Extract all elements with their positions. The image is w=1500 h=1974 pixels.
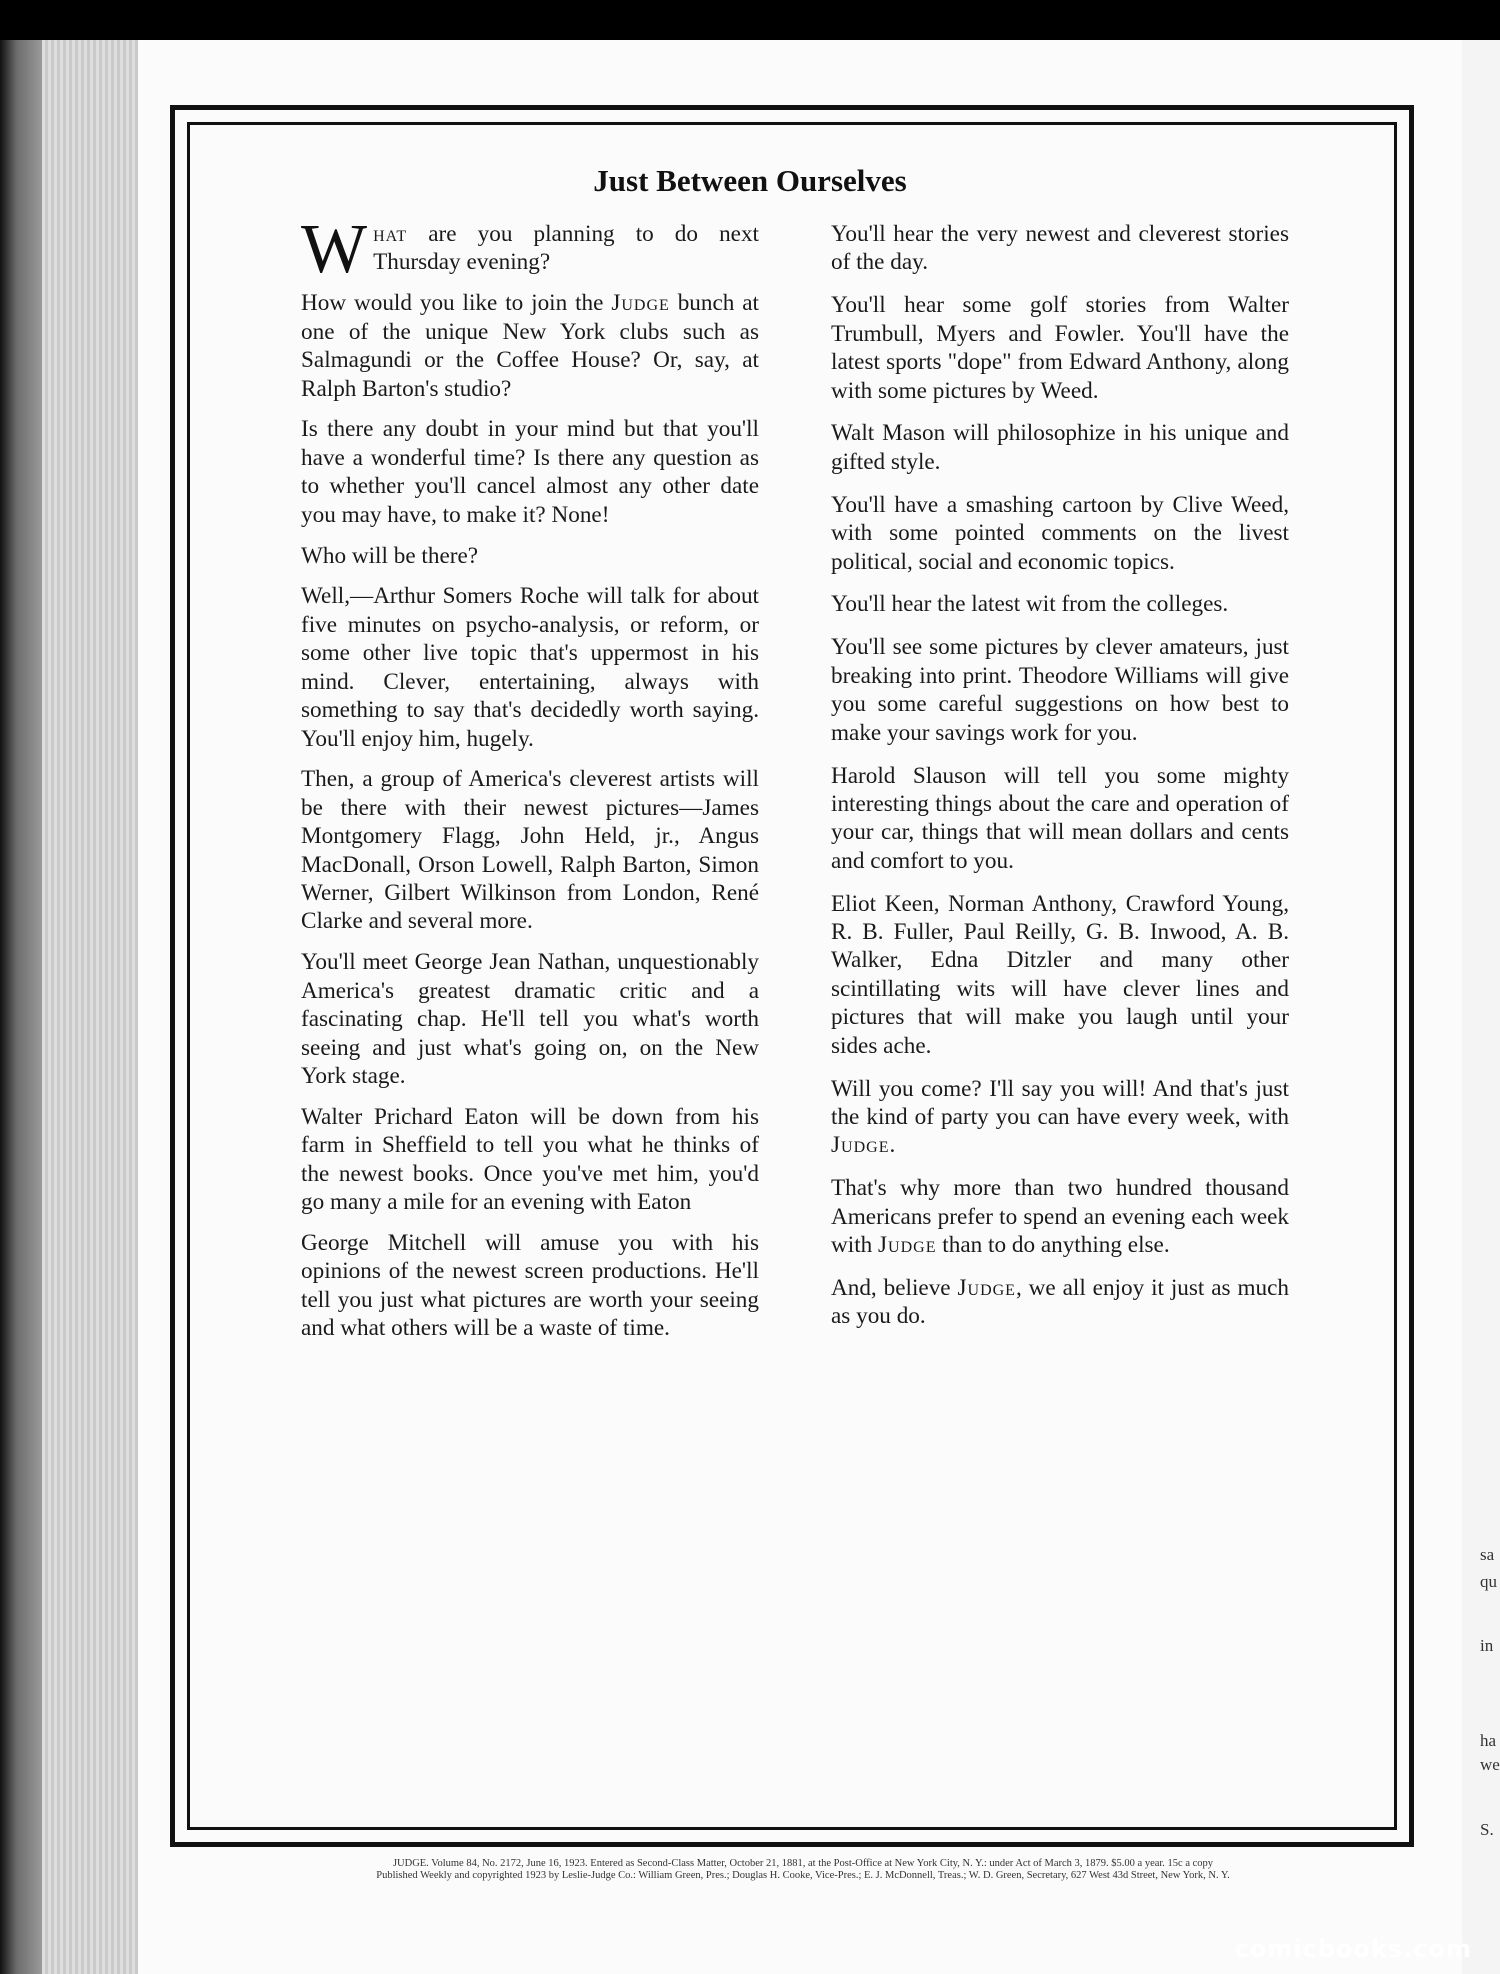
paragraph-text: Will you come? I'll say you will! And that's just the kind of party you can have every week, with <box>831 1075 1289 1130</box>
adjacent-page-fragment: qu <box>1480 1572 1497 1591</box>
paragraph: Walt Mason will philosophize in his unique and gifted style. <box>831 420 1289 475</box>
paragraph <box>831 1075 1289 1160</box>
paragraph-text: bunch at one of the unique New York clubs such as Salmagundi or the Coffee House? Or, say, at Ralph Barton's studio? <box>301 290 759 402</box>
article-title: Just Between Ourselves <box>593 163 907 198</box>
article-right-column <box>831 220 1289 1345</box>
paragraph <box>831 1174 1289 1259</box>
adjacent-page-edge <box>1462 40 1500 1974</box>
paragraph-text: than to do anything else. <box>936 1232 1170 1259</box>
paragraph: Eliot Keen, Norman Anthony, Crawford Young, R. B. Fuller, Paul Reilly, G. B. Inwood, A. B. Walker, Edna Ditzler and many other scintillating wits will have clever lines and pictures that will make you laugh until your sides ache. <box>831 890 1289 1059</box>
drop-cap: W <box>301 211 368 288</box>
opening-word: hat <box>373 221 408 247</box>
adjacent-page-fragment: in <box>1480 1636 1494 1655</box>
magazine-name: Judge <box>878 1232 937 1259</box>
paragraph: You'll meet George Jean Nathan, unquestionably America's greatest dramatic critic and a fascinating chap. He'll tell you what's worth seeing and just what's going on, on the New York stage. <box>301 949 759 1089</box>
magazine-name: Judge <box>611 290 670 317</box>
magazine-name: Judge <box>831 1132 890 1159</box>
footer-line: JUDGE. Volume 84, No. 2172, June 16, 1923. Entered as Second-Class Matter, October 21, 1881, at the Post-Office at New York City, N. Y.: under Act of March 3, 1879. $5.00 a year. 15c a copy <box>392 1858 1214 1869</box>
adjacent-page-fragment: sa <box>1480 1545 1495 1564</box>
watermark: comicbooks.com <box>1234 1935 1472 1963</box>
paragraph: Who will be there? <box>301 542 479 569</box>
paragraph: You'll hear the very newest and cleverest stories of the day. <box>831 221 1289 276</box>
paragraph-text: And, believe <box>831 1275 958 1301</box>
paragraph-text: , we all enjoy it just as much as you do. <box>831 1275 1289 1330</box>
paragraph: You'll have a smashing cartoon by Clive Weed, with some pointed comments on the livest political, social and economic topics. <box>831 491 1289 575</box>
paragraph-text: That's why more than two hundred thousand Americans prefer to spend an evening each week with <box>831 1175 1289 1259</box>
paragraph <box>301 289 759 403</box>
book-spine-edge <box>0 40 42 1974</box>
paragraph-text: . <box>889 1132 896 1159</box>
paragraph: Then, a group of America's cleverest artists will be there with their newest pictures—James Montgomery Flagg, John Held, jr., Angus MacDonall, Orson Lowell, Ralph Barton, Simon Werner, Gilbert Wilkinson from London, René Clarke and several more. <box>301 766 759 935</box>
adjacent-page-fragment: we <box>1480 1755 1500 1774</box>
paragraph: You'll hear some golf stories from Walter Trumbull, Myers and Fowler. You'll have the latest sports "dope" from Edward Anthony, along with some pictures by Weed. <box>831 292 1289 404</box>
paragraph <box>831 1274 1289 1331</box>
paragraph-text: How would you like to join the <box>301 290 612 317</box>
paragraph: Well,—Arthur Somers Roche will talk for about five minutes on psycho-analysis, or reform, or some other live topic that's uppermost in his mind. Clever, entertaining, always with something to say that's decidedly worth saying. You'll enjoy him, hugely. <box>301 583 759 752</box>
adjacent-page-fragment: S. <box>1480 1820 1494 1839</box>
paragraph: Is there any doubt in your mind but that you'll have a wonderful time? Is there any question as to whether you'll cancel almost any other date you may have, to make it? None! <box>301 416 759 528</box>
article-left-column <box>301 211 759 1355</box>
magazine-name: Judge <box>957 1275 1016 1301</box>
paragraph-text: are you planning to do next Thursday evening? <box>373 221 759 276</box>
paragraph: You'll see some pictures by clever amateurs, just breaking into print. Theodore Williams will give you some careful suggestions on how best to make your savings work for you. <box>831 634 1289 746</box>
footer-line: Published Weekly and copyrighted 1923 by Leslie-Judge Co.: William Green, Pres.; Douglas H. Cooke, Vice-Pres.; E. J. McDonnell, Treas.; W. D. Green, Secretary, 627 West 43d Street, New York, N. Y. <box>376 1870 1230 1881</box>
publication-footer <box>203 1858 1403 1882</box>
paragraph <box>301 211 759 288</box>
paragraph: Walter Prichard Eaton will be down from his farm in Sheffield to tell you what he thinks of the newest books. Once you've met him, you'd go many a mile for an evening with Eaton <box>301 1103 759 1216</box>
adjacent-page-fragment: ha <box>1480 1731 1497 1750</box>
paragraph: You'll hear the latest wit from the colleges. <box>831 591 1229 618</box>
paragraph: Harold Slauson will tell you some mighty interesting things about the care and operation of your car, things that will mean dollars and cents and comfort to you. <box>831 762 1289 874</box>
paragraph: George Mitchell will amuse you with his opinions of the newest screen productions. He'll tell you just what pictures are worth your seeing and what others will be a waste of time. <box>301 1230 759 1342</box>
page-stack-edge <box>42 40 138 1974</box>
